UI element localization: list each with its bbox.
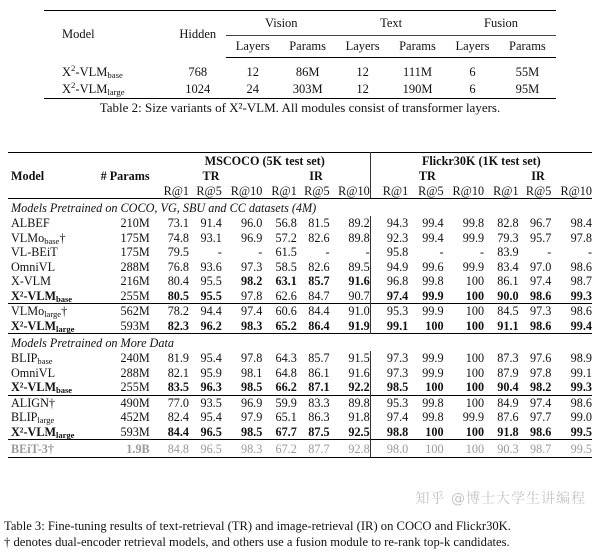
score-cell: 64.3 xyxy=(275,351,297,366)
score-cell: 100 xyxy=(444,395,485,410)
table-row xyxy=(8,216,592,231)
model-name: ALBEF xyxy=(11,216,50,231)
score-cell: 100 xyxy=(425,424,444,439)
score-cell: 96.3 xyxy=(200,380,222,395)
score-cell: 89.8 xyxy=(348,230,370,245)
score-cell: 91.5 xyxy=(348,351,370,366)
score-cell: 95.7 xyxy=(530,230,552,245)
score-cell: 95.4 xyxy=(200,410,222,425)
score-cell: 63.1 xyxy=(275,274,297,289)
score-cell: 84.5 xyxy=(484,304,519,319)
score-cell: 97.8 xyxy=(570,230,592,245)
score-cell: 99.0 xyxy=(570,410,592,425)
sub-header-params: Params xyxy=(279,36,336,58)
score-cell: 64.8 xyxy=(275,365,297,380)
score-cell: 99.4 xyxy=(570,318,592,333)
score-cell: 99.8 xyxy=(422,410,444,425)
score-cell: 99.9 xyxy=(462,230,485,245)
score-cell: 92.2 xyxy=(348,380,370,395)
score-cell: 95.9 xyxy=(200,365,222,380)
score-cell: - xyxy=(325,245,330,260)
param-count: 288M xyxy=(120,259,150,274)
score-cell: 98.5 xyxy=(240,424,263,439)
score-cell: 84.9 xyxy=(484,395,519,410)
score-cell: 97.3 xyxy=(240,259,263,274)
score-cell: 85.7 xyxy=(308,274,330,289)
metric-header: R@5 xyxy=(519,183,552,199)
score-cell: 92.8 xyxy=(330,440,371,458)
score-cell: 91.6 xyxy=(348,365,370,380)
model-name: $X^2-VLM_{base}$ xyxy=(11,380,73,396)
score-cell: 99.8 xyxy=(422,274,444,289)
score-cell: 97.8 xyxy=(240,288,263,303)
size-variants-table xyxy=(44,10,556,99)
model-name: OmniVL xyxy=(11,365,56,380)
score-cell: 74.8 xyxy=(167,230,190,245)
score-cell: 91.6 xyxy=(348,274,370,289)
vision-params: 86M xyxy=(295,65,320,79)
score-cell: 93.6 xyxy=(200,259,222,274)
text-params: 111M xyxy=(403,65,432,79)
score-cell: 56.8 xyxy=(275,216,297,231)
param-count: 490M xyxy=(96,395,159,410)
score-cell: 100 xyxy=(465,288,485,303)
score-cell: - xyxy=(365,245,370,260)
score-cell: 99.5 xyxy=(570,424,592,439)
score-cell: 59.9 xyxy=(262,395,297,410)
score-cell: 98.8 xyxy=(370,425,408,440)
score-cell: 96.9 xyxy=(222,395,263,410)
metric-header: R@5 xyxy=(189,183,222,199)
group-header-vision: Vision xyxy=(226,11,336,36)
score-cell: 57.2 xyxy=(275,230,297,245)
score-cell: 78.2 xyxy=(160,304,189,319)
score-cell: 58.5 xyxy=(275,259,297,274)
score-cell: 91.1 xyxy=(497,318,519,333)
score-cell: 65.2 xyxy=(275,318,297,333)
score-cell: 66.2 xyxy=(275,380,297,395)
hidden-size: 1024 xyxy=(185,82,211,96)
score-cell: - xyxy=(587,245,592,260)
score-cell: 79.3 xyxy=(497,230,519,245)
score-cell: 97.8 xyxy=(240,351,263,366)
col-header-model: Model xyxy=(11,169,45,183)
score-cell: 87.5 xyxy=(308,424,330,439)
param-count: 562M xyxy=(96,304,159,319)
score-cell: 98.7 xyxy=(570,274,592,289)
score-cell: 82.3 xyxy=(167,318,190,333)
score-cell: 98.3 xyxy=(222,440,263,458)
section-label: Models Pretrained on COCO, VG, SBU and CC datasets (4M) xyxy=(8,199,592,217)
param-count: 175M xyxy=(120,230,150,245)
model-name: $BLIP_{base}$ xyxy=(11,351,53,367)
score-cell: 87.3 xyxy=(497,351,519,366)
fusion-params: 95M xyxy=(515,82,540,96)
score-cell: 76.8 xyxy=(167,259,190,274)
score-cell: 99.9 xyxy=(462,410,485,425)
score-cell: 98.2 xyxy=(240,274,263,289)
score-cell: 99.9 xyxy=(408,304,443,319)
score-cell: 98.5 xyxy=(370,380,408,395)
score-cell: 97.4 xyxy=(519,395,552,410)
tr-header: TR xyxy=(370,169,484,183)
score-cell: 97.6 xyxy=(530,351,552,366)
score-cell: 62.6 xyxy=(275,288,297,303)
score-cell: 96.7 xyxy=(530,216,552,231)
score-cell: - xyxy=(480,245,485,260)
score-cell: 84.4 xyxy=(297,304,330,319)
score-cell: 83.4 xyxy=(497,259,519,274)
score-cell: 95.8 xyxy=(370,245,408,260)
score-cell: 91.9 xyxy=(348,318,370,333)
table-row xyxy=(8,380,592,395)
score-cell: 97.4 xyxy=(222,304,263,319)
score-cell: 97.8 xyxy=(530,365,552,380)
metric-header: R@10 xyxy=(330,183,371,199)
score-cell: 79.5 xyxy=(167,245,190,260)
param-count: 452M xyxy=(120,410,150,425)
score-cell: - xyxy=(258,245,263,260)
score-cell: 100 xyxy=(425,380,444,395)
table-row xyxy=(8,245,592,260)
caption-line: Table 3: Fine-tuning results of text-retrieval (TR) and image-retrieval (IR) on COCO and Flickr30K. xyxy=(4,519,511,533)
group-header-fusion: Fusion xyxy=(446,11,556,36)
score-cell: 82.4 xyxy=(167,410,190,425)
model-name: $X^2-VLM_{large}$ xyxy=(11,424,75,440)
score-cell: 99.4 xyxy=(422,216,444,231)
score-cell: - xyxy=(217,245,222,260)
score-cell: 84.4 xyxy=(167,424,190,439)
metric-header: R@1 xyxy=(370,183,408,199)
score-cell: 95.4 xyxy=(200,351,222,366)
score-cell: 89.2 xyxy=(348,216,370,231)
score-cell: 86.4 xyxy=(308,318,330,333)
table-row xyxy=(8,425,592,440)
score-cell: 90.3 xyxy=(484,440,519,458)
score-cell: 100 xyxy=(465,424,485,439)
model-name: OmniVL xyxy=(11,259,56,274)
score-cell: 90.0 xyxy=(497,288,519,303)
score-cell: 99.9 xyxy=(462,259,485,274)
vision-layers: 24 xyxy=(246,82,259,96)
score-cell: 89.5 xyxy=(348,259,370,274)
score-cell: 73.1 xyxy=(167,216,190,231)
score-cell: 98.6 xyxy=(551,395,592,410)
score-cell: 93.5 xyxy=(189,395,222,410)
score-cell: - xyxy=(439,245,444,260)
model-name: X-VLM xyxy=(11,274,51,289)
score-cell: 84.8 xyxy=(160,440,189,458)
param-count: 255M xyxy=(120,380,150,395)
score-cell: 67.2 xyxy=(262,440,297,458)
score-cell: 90.4 xyxy=(497,380,519,395)
score-cell: 99.9 xyxy=(422,365,444,380)
score-cell: 97.4 xyxy=(370,410,408,425)
text-params: 190M xyxy=(402,82,433,96)
model-name: BEiT-3† xyxy=(8,440,96,458)
score-cell: 100 xyxy=(444,304,485,319)
table-row xyxy=(8,410,592,425)
metric-header: R@10 xyxy=(551,183,592,199)
score-cell: 100 xyxy=(465,351,485,366)
fusion-layers: 6 xyxy=(469,82,476,96)
text-layers: 12 xyxy=(356,82,369,96)
table2-caption: Table 2: Size variants of X²-VLM. All modules consist of transformer layers. xyxy=(99,100,501,115)
score-cell: 94.9 xyxy=(370,260,408,275)
score-cell: 91.4 xyxy=(200,216,222,231)
param-count: 1.9B xyxy=(96,440,159,458)
score-cell: 94.4 xyxy=(189,304,222,319)
score-cell: 81.9 xyxy=(167,351,190,366)
score-cell: 99.3 xyxy=(570,380,592,395)
score-cell: 98.1 xyxy=(240,365,263,380)
score-cell: 100 xyxy=(408,440,443,458)
score-cell: 97.3 xyxy=(519,304,552,319)
tr-header: TR xyxy=(202,169,220,183)
flickr-header: Flickr30K (1K test set) xyxy=(370,153,592,170)
score-cell: 87.7 xyxy=(297,440,330,458)
score-cell: 92.5 xyxy=(348,424,370,439)
score-cell: 98.7 xyxy=(519,440,552,458)
score-cell: 81.5 xyxy=(308,216,330,231)
score-cell: 100 xyxy=(465,365,485,380)
score-cell: 86.1 xyxy=(497,274,519,289)
fusion-params: 55M xyxy=(515,65,540,79)
score-cell: 97.3 xyxy=(370,366,408,381)
table-row xyxy=(8,231,592,246)
score-cell: 98.4 xyxy=(570,216,592,231)
score-cell: 95.5 xyxy=(200,288,222,303)
score-cell: 80.5 xyxy=(167,288,190,303)
sub-header-layers: Layers xyxy=(226,36,279,58)
score-cell: 97.4 xyxy=(530,274,552,289)
score-cell: 98.5 xyxy=(240,380,263,395)
model-name: VLMo$_{large}$† xyxy=(8,304,96,319)
score-cell: 67.7 xyxy=(275,424,297,439)
score-cell: 98.6 xyxy=(570,259,592,274)
metric-header: R@5 xyxy=(297,183,330,199)
table-row xyxy=(44,58,556,82)
score-cell: 82.8 xyxy=(497,216,519,231)
score-cell: 91.8 xyxy=(348,410,370,425)
metric-header: R@1 xyxy=(262,183,297,199)
score-cell: 96.8 xyxy=(370,274,408,289)
metric-header: R@5 xyxy=(408,183,443,199)
ir-header: IR xyxy=(309,169,323,183)
score-cell: 98.6 xyxy=(530,318,552,333)
score-cell: 83.3 xyxy=(297,395,330,410)
score-cell: 96.5 xyxy=(200,424,222,439)
caption-line: † denotes dual-encoder retrieval models, and others use a fusion module to re-rank top-k candidates. xyxy=(4,535,510,549)
table-row xyxy=(8,351,592,366)
col-header-model: Model xyxy=(62,26,95,41)
score-cell: 97.3 xyxy=(370,351,408,366)
table-row xyxy=(8,395,592,410)
score-cell: 86.3 xyxy=(308,410,330,425)
score-cell: 99.4 xyxy=(422,230,444,245)
col-header-hidden: Hidden xyxy=(179,26,217,41)
score-cell: 97.7 xyxy=(530,410,552,425)
score-cell: 89.8 xyxy=(330,395,371,410)
score-cell: 98.9 xyxy=(570,351,592,366)
score-cell: 94.3 xyxy=(370,216,408,231)
score-cell: 95.5 xyxy=(200,274,222,289)
table-row xyxy=(8,319,592,334)
metric-header: R@1 xyxy=(484,183,519,199)
score-cell: 99.9 xyxy=(422,288,444,303)
score-cell: 97.0 xyxy=(530,259,552,274)
score-cell: 95.3 xyxy=(370,395,408,410)
score-cell: 90.7 xyxy=(348,288,370,303)
score-cell: 91.8 xyxy=(497,424,519,439)
metric-header: R@10 xyxy=(444,183,485,199)
table-row xyxy=(8,289,592,304)
score-cell: 82.1 xyxy=(167,365,190,380)
text-layers: 12 xyxy=(356,65,369,79)
score-cell: 100 xyxy=(425,318,444,333)
table-row xyxy=(8,304,592,319)
hidden-size: 768 xyxy=(188,64,208,79)
score-cell: 98.6 xyxy=(530,288,552,303)
group-header-text: Text xyxy=(336,11,446,36)
table3-caption xyxy=(4,518,600,550)
score-cell: 96.9 xyxy=(240,230,263,245)
score-cell: 87.6 xyxy=(497,410,519,425)
score-cell: 97.4 xyxy=(370,289,408,304)
score-cell: 84.7 xyxy=(308,288,330,303)
param-count: 255M xyxy=(120,288,150,303)
score-cell: 99.9 xyxy=(422,351,444,366)
score-cell: 98.2 xyxy=(530,380,552,395)
score-cell: 100 xyxy=(444,440,485,458)
score-cell: 82.6 xyxy=(308,259,330,274)
model-name: $X^2-VLM_{base}$ xyxy=(11,288,73,304)
model-name: $X^2-VLM_{large}$ xyxy=(62,80,125,97)
score-cell: 99.6 xyxy=(422,259,444,274)
vision-params: 303M xyxy=(292,82,323,96)
score-cell: 60.6 xyxy=(262,304,297,319)
model-name: $BLIP_{large}$ xyxy=(11,410,55,426)
mscoco-header: MSCOCO (5K test set) xyxy=(204,154,325,168)
score-cell: 92.3 xyxy=(370,231,408,246)
score-cell: 87.9 xyxy=(497,365,519,380)
score-cell: 98.3 xyxy=(240,318,263,333)
score-cell: - xyxy=(547,245,552,260)
table-row xyxy=(44,81,556,99)
vision-layers: 12 xyxy=(246,65,259,79)
model-name: VLMo$_{base}$† xyxy=(11,230,66,246)
param-count: 210M xyxy=(120,216,150,231)
score-cell: 83.5 xyxy=(167,380,190,395)
score-cell: 83.9 xyxy=(497,245,519,260)
param-count: 240M xyxy=(120,351,150,366)
table-row xyxy=(8,366,592,381)
score-cell: 99.1 xyxy=(570,365,592,380)
model-name: $X^2-VLM_{base}$ xyxy=(62,62,123,80)
score-cell: 65.1 xyxy=(275,410,297,425)
param-count: 288M xyxy=(120,365,150,380)
score-cell: 82.6 xyxy=(308,230,330,245)
sub-header-layers: Layers xyxy=(336,36,389,58)
col-header-params: # Params xyxy=(100,169,150,183)
score-cell: 96.0 xyxy=(240,216,263,231)
table-row xyxy=(8,274,592,289)
score-cell: 77.0 xyxy=(160,395,189,410)
sub-header-params: Params xyxy=(389,36,446,58)
metric-header: R@10 xyxy=(222,183,263,199)
score-cell: 100 xyxy=(465,380,485,395)
score-cell: 80.4 xyxy=(167,274,190,289)
watermark: 知乎 @博士大学生讲编程 xyxy=(415,491,586,507)
table-row xyxy=(8,260,592,275)
score-cell: 98.0 xyxy=(370,440,408,458)
ir-header: IR xyxy=(531,169,545,183)
score-cell: 96.2 xyxy=(200,318,222,333)
param-count: 593M xyxy=(120,318,150,333)
score-cell: 85.7 xyxy=(308,351,330,366)
table-row xyxy=(8,440,592,458)
score-cell: 61.5 xyxy=(275,245,297,260)
sub-header-params: Params xyxy=(499,36,556,58)
score-cell: 99.3 xyxy=(570,288,592,303)
metric-header: R@1 xyxy=(160,183,189,199)
fusion-layers: 6 xyxy=(469,65,476,79)
score-cell: 100 xyxy=(465,274,485,289)
score-cell: 91.0 xyxy=(330,304,371,319)
score-cell: 93.1 xyxy=(200,230,222,245)
score-cell: 99.1 xyxy=(370,319,408,334)
param-count: 216M xyxy=(120,274,150,289)
score-cell: 98.6 xyxy=(530,424,552,439)
score-cell: 99.5 xyxy=(551,440,592,458)
score-cell: 98.6 xyxy=(551,304,592,319)
model-name: $X^2-VLM_{large}$ xyxy=(11,318,75,334)
score-cell: 99.8 xyxy=(408,395,443,410)
score-cell: 99.8 xyxy=(462,216,485,231)
retrieval-results-table xyxy=(8,152,592,458)
sub-header-layers: Layers xyxy=(446,36,499,58)
score-cell: 86.1 xyxy=(308,365,330,380)
score-cell: 87.1 xyxy=(308,380,330,395)
param-count: 593M xyxy=(120,424,150,439)
model-name: ALIGN† xyxy=(8,395,96,410)
score-cell: 95.3 xyxy=(370,304,408,319)
section-label: Models Pretrained on More Data xyxy=(8,334,592,352)
score-cell: 97.9 xyxy=(240,410,263,425)
score-cell: 100 xyxy=(465,318,485,333)
model-name: VL-BEiT xyxy=(11,245,58,260)
param-count: 175M xyxy=(120,245,150,260)
score-cell: 96.5 xyxy=(189,440,222,458)
